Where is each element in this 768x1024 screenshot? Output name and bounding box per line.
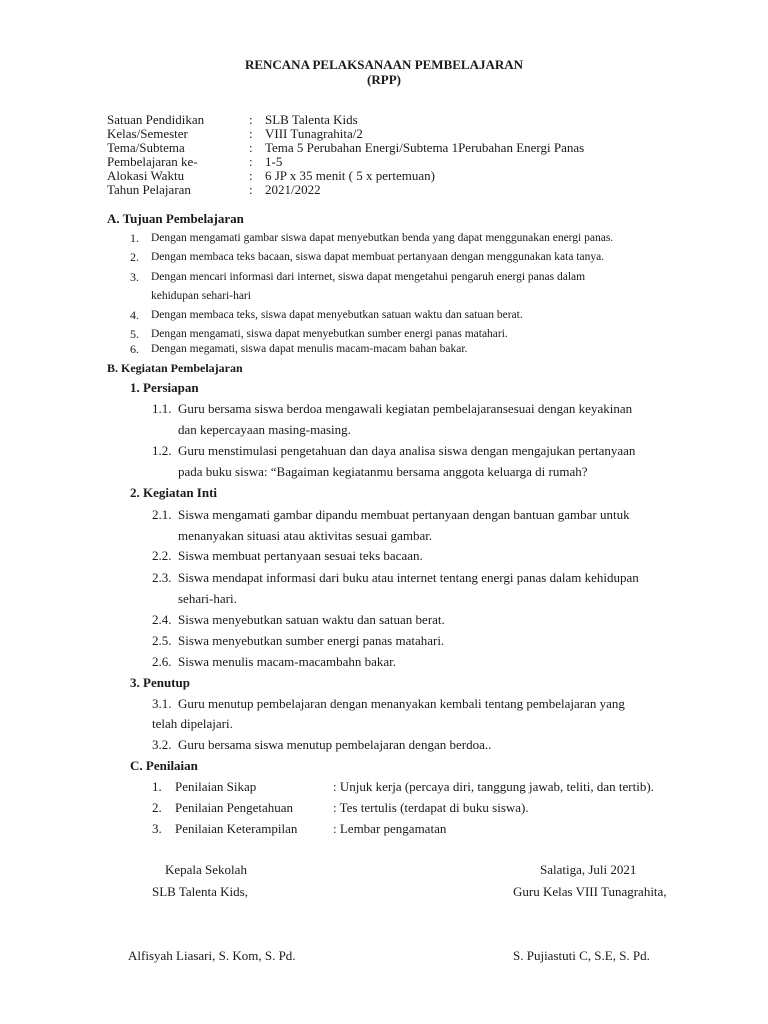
identity-value: SLB Talenta Kids <box>265 112 358 127</box>
assessment-value: : Unjuk kerja (percaya diri, tanggung jawab, teliti, dan tertib). <box>333 779 654 794</box>
objective-text: Dengan membaca teks, siswa dapat menyebutkan satuan waktu dan satuan berat. <box>151 309 523 321</box>
inti-heading: 2. Kegiatan Inti <box>130 485 218 500</box>
activity-text: Guru menutup pembelajaran dengan menanyakan kembali tentang pembelajaran yang <box>178 696 625 711</box>
activity-text-continued: menanyakan situasi atau aktivitas sesuai gambar. <box>178 528 433 543</box>
activity-text: Siswa menyebutkan satuan waktu dan satuan berat. <box>178 612 445 627</box>
objective-text: Dengan megamati, siswa dapat menulis macam-macam bahan bakar. <box>151 343 468 355</box>
identity-value: 6 JP x 35 menit ( 5 x pertemuan) <box>265 168 435 183</box>
activity-text: Guru bersama siswa menutup pembelajaran dengan berdoa.. <box>178 737 492 752</box>
document-subtitle: (RPP) <box>367 72 401 87</box>
activity-text-continued: pada buku siswa: “Bagaiman kegiatanmu bersama anggota keluarga di rumah? <box>178 464 588 479</box>
activity-text-continued: dan kepercayaan masing-masing. <box>178 422 351 437</box>
activity-text: Guru menstimulasi pengetahuan dan daya analisa siswa dengan mengajukan pertanyaan <box>178 443 636 458</box>
assessment-number: 2. <box>152 800 162 815</box>
signature-left-name: Alfisyah Liasari, S. Kom, S. Pd. <box>128 948 296 963</box>
identity-label: Pembelajaran ke- <box>107 154 198 169</box>
assessment-number: 1. <box>152 779 162 794</box>
assessment-number: 3. <box>152 821 162 836</box>
identity-separator: : <box>249 126 253 141</box>
signature-right-role: Guru Kelas VIII Tunagrahita, <box>513 884 667 899</box>
identity-value: 2021/2022 <box>265 182 321 197</box>
activity-number: 3.2. <box>152 737 172 752</box>
signature-right-name: S. Pujiastuti C, S.E, S. Pd. <box>513 948 650 963</box>
objective-text: Dengan membaca teks bacaan, siswa dapat membuat pertanyaan dengan menggunakan kata tanya. <box>151 251 605 263</box>
activity-number: 1.2. <box>152 443 172 458</box>
identity-label: Tahun Pelajaran <box>107 182 191 197</box>
identity-label: Alokasi Waktu <box>107 168 185 183</box>
objective-number: 6. <box>130 342 139 356</box>
activity-number: 2.5. <box>152 633 172 648</box>
objective-text: Dengan mengamati, siswa dapat menyebutkan sumber energi panas matahari. <box>151 328 508 340</box>
objective-number: 1. <box>130 231 139 245</box>
assessment-value: : Lembar pengamatan <box>333 821 447 836</box>
identity-value: 1-5 <box>265 154 283 169</box>
activity-number: 2.6. <box>152 654 172 669</box>
activity-text: Siswa membuat pertanyaan sesuai teks bacaan. <box>178 548 423 563</box>
assessment-label: Penilaian Pengetahuan <box>175 800 294 815</box>
identity-value: Tema 5 Perubahan Energi/Subtema 1Perubahan Energi Panas <box>265 140 585 155</box>
identity-value: VIII Tunagrahita/2 <box>265 126 363 141</box>
activity-number: 2.4. <box>152 612 172 627</box>
identity-separator: : <box>249 154 253 169</box>
identity-separator: : <box>249 112 253 127</box>
activity-number: 2.1. <box>152 507 172 522</box>
signature-right-place-date: Salatiga, Juli 2021 <box>540 862 637 877</box>
objective-number: 2. <box>130 250 139 264</box>
activity-number: 3.1. <box>152 696 172 711</box>
activity-text: Siswa mengamati gambar dipandu membuat pertanyaan dengan bantuan gambar untuk <box>178 507 630 522</box>
activity-text-continued: telah dipelajari. <box>152 716 233 731</box>
identity-separator: : <box>249 182 253 197</box>
objective-text-continued: kehidupan sehari-hari <box>151 290 251 302</box>
activity-number: 1.1. <box>152 401 172 416</box>
identity-label: Satuan Pendidikan <box>107 112 205 127</box>
activity-text: Siswa menulis macam-macambahn bakar. <box>178 654 397 669</box>
section-b-heading: B. Kegiatan Pembelajaran <box>107 361 243 375</box>
assessment-label: Penilaian Keterampilan <box>175 821 298 836</box>
persiapan-heading: 1. Persiapan <box>130 380 199 395</box>
identity-label: Kelas/Semester <box>107 126 188 141</box>
section-a-heading: A. Tujuan Pembelajaran <box>107 211 244 226</box>
penutup-heading: 3. Penutup <box>130 675 190 690</box>
signature-left-role: Kepala Sekolah <box>165 862 247 877</box>
identity-label: Tema/Subtema <box>107 140 185 155</box>
objective-number: 3. <box>130 270 139 284</box>
assessment-value: : Tes tertulis (terdapat di buku siswa). <box>333 800 529 815</box>
section-c-heading: C. Penilaian <box>130 758 198 773</box>
document-title: RENCANA PELAKSANAAN PEMBELAJARAN <box>244 57 524 72</box>
objective-text: Dengan mencari informasi dari internet, siswa dapat mengetahui pengaruh energi panas dalam <box>151 271 586 283</box>
activity-text-continued: sehari-hari. <box>178 591 237 606</box>
activity-text: Guru bersama siswa berdoa mengawali kegiatan pembelajaransesuai dengan keyakinan <box>178 401 633 416</box>
identity-separator: : <box>249 140 253 155</box>
objective-number: 5. <box>130 327 139 341</box>
activity-text: Siswa mendapat informasi dari buku atau internet tentang energi panas dalam kehidupan <box>178 570 639 585</box>
assessment-label: Penilaian Sikap <box>175 779 257 794</box>
activity-text: Siswa menyebutkan sumber energi panas matahari. <box>178 633 445 648</box>
activity-number: 2.2. <box>152 548 172 563</box>
signature-left-org: SLB Talenta Kids, <box>152 884 248 899</box>
identity-separator: : <box>249 168 253 183</box>
objective-text: Dengan mengamati gambar siswa dapat menyebutkan benda yang dapat menggunakan energi panas. <box>151 232 614 244</box>
activity-number: 2.3. <box>152 570 172 585</box>
objective-number: 4. <box>130 308 139 322</box>
